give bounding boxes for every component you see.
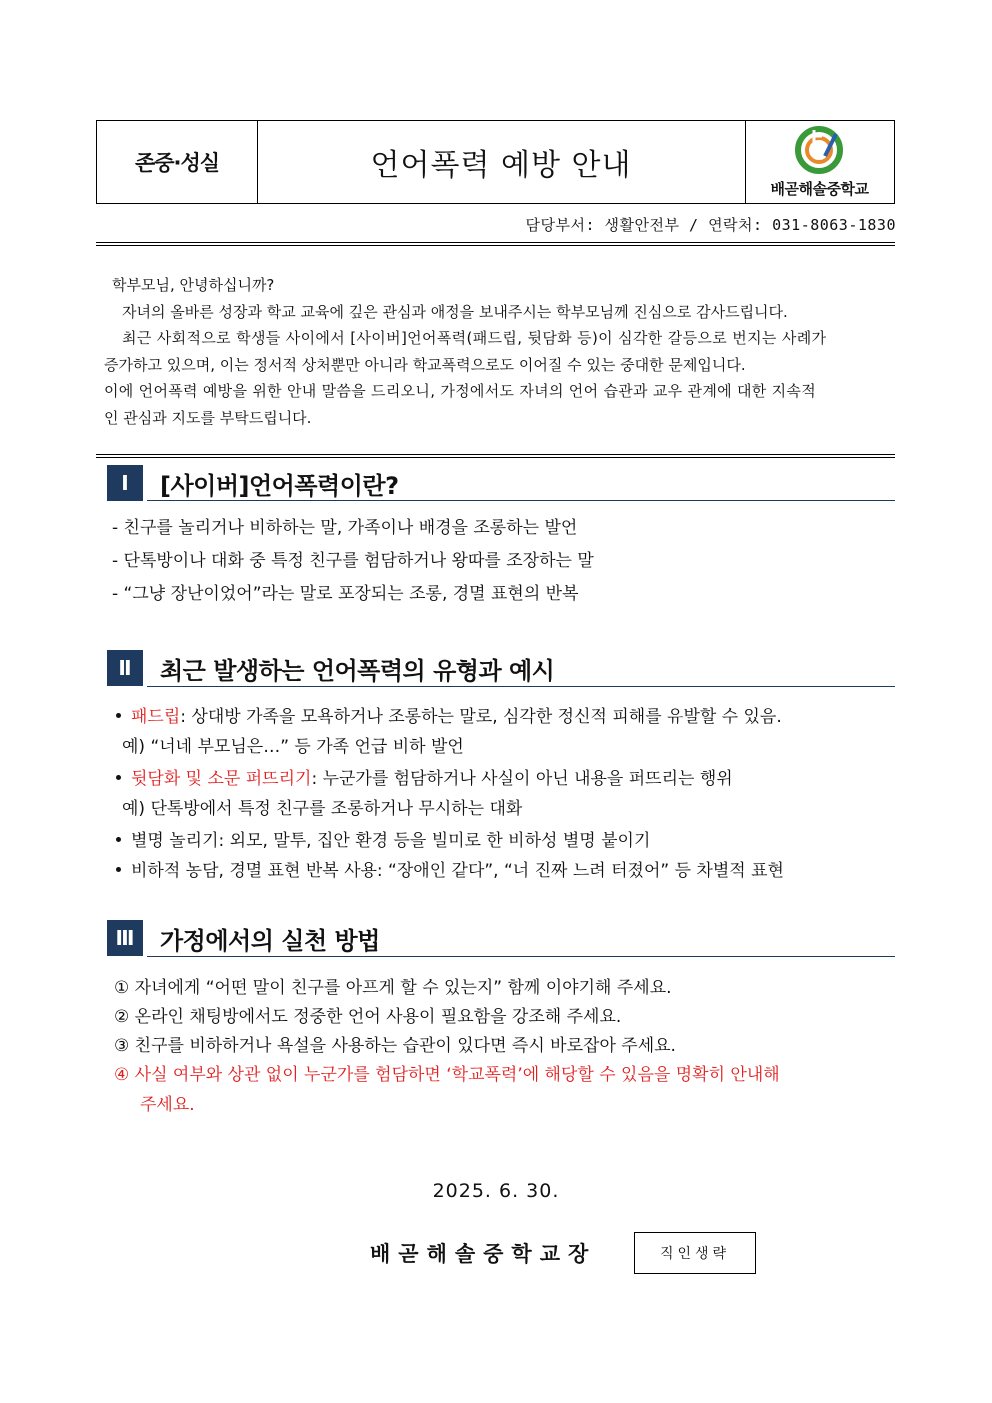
bullet-icon xyxy=(116,775,121,780)
list-item: ④ 사실 여부와 상관 없이 누군가를 험담하면 ‘학교폭력’에 해당할 수 있음을 명확히 안내해 xyxy=(114,1065,780,1085)
list-item xyxy=(116,702,782,727)
contact-info: 담당부서: 생활안전부 / 연락처: 031-8063-1830 xyxy=(525,216,896,234)
school-logo-text: 배곧해솔중학교 xyxy=(770,179,869,198)
list-item-continued: 주세요. xyxy=(140,1095,195,1115)
term: 패드립 xyxy=(131,707,181,727)
principal-signature: 배곧해솔중학교장 xyxy=(370,1242,597,1266)
section-number: Ⅲ xyxy=(107,920,143,956)
school-emblem-icon xyxy=(792,126,848,176)
intro-text xyxy=(104,272,894,431)
list-item: ① 자녀에게 “어떤 말이 친구를 아프게 할 수 있는지” 함께 이야기해 주세요. xyxy=(114,978,672,998)
intro-line: 인 관심과 지도를 부탁드립니다. xyxy=(104,408,312,427)
list-item xyxy=(116,826,650,851)
section-underline xyxy=(147,956,895,957)
intro-line: 이에 언어폭력 예방을 위한 안내 말씀을 드리오니, 가정에서도 자녀의 언어 습관과 교우 관계에 대한 지속적 xyxy=(104,382,816,400)
list-item: - 친구를 놀리거나 비하하는 말, 가족이나 배경을 조롱하는 발언 xyxy=(112,518,578,538)
example-text: 예) “너네 부모님은…” 등 가족 언급 비하 발언 xyxy=(122,737,464,757)
term-description: : 누군가를 험담하거나 사실이 아닌 내용을 퍼뜨리는 행위 xyxy=(311,769,733,789)
divider xyxy=(96,242,895,246)
list-item xyxy=(116,856,784,881)
document-date: 2025. 6. 30. xyxy=(432,1180,560,1202)
header-table xyxy=(96,120,895,204)
school-logo xyxy=(745,121,894,203)
list-item: - “그냥 장난이었어”라는 말로 포장되는 조롱, 경멸 표현의 반복 xyxy=(112,584,579,604)
term: 뒷담화 및 소문 퍼뜨리기 xyxy=(131,769,312,789)
intro-line: 자녀의 올바른 성장과 학교 교육에 깊은 관심과 애정을 보내주시는 학부모님께 진심으로 감사드립니다. xyxy=(122,302,788,321)
section-underline xyxy=(147,686,895,687)
list-item xyxy=(116,764,733,789)
section-title: 가정에서의 실천 방법 xyxy=(160,927,380,955)
list-item: ② 온라인 채팅방에서도 정중한 언어 사용이 필요함을 강조해 주세요. xyxy=(114,1007,622,1027)
term-description: 비하적 농담, 경멸 표현 반복 사용: “장애인 같다”, “너 진짜 느려 터졌어” 등 차별적 표현 xyxy=(131,861,784,881)
bullet-icon xyxy=(116,867,121,872)
list-item: - 단톡방이나 대화 중 특정 친구를 험담하거나 왕따를 조장하는 말 xyxy=(112,551,594,571)
section-number: Ⅱ xyxy=(107,650,143,686)
term-description: : 상대방 가족을 모욕하거나 조롱하는 말로, 심각한 정신적 피해를 유발할 수 있음. xyxy=(180,707,782,727)
bullet-icon xyxy=(116,837,121,842)
divider xyxy=(96,454,895,458)
official-seal-omitted: 직인생략 xyxy=(634,1232,756,1274)
example-text: 예) 단톡방에서 특정 친구를 조롱하거나 무시하는 대화 xyxy=(122,799,523,819)
intro-line: 증가하고 있으며, 이는 정서적 상처뿐만 아니라 학교폭력으로도 이어질 수 있는 중대한 문제입니다. xyxy=(104,355,746,374)
section-underline xyxy=(147,500,895,501)
bullet-icon xyxy=(116,713,121,718)
section-title: [사이버]언어폭력이란? xyxy=(160,472,399,500)
school-motto: 존중·성실 xyxy=(97,121,258,203)
intro-line: 최근 사회적으로 학생들 사이에서 [사이버]언어폭력(패드립, 뒷담화 등)이 심각한 갈등으로 번지는 사례가 xyxy=(122,329,827,347)
term-description: 별명 놀리기: 외모, 말투, 집안 환경 등을 빌미로 한 비하성 별명 붙이기 xyxy=(131,831,651,851)
document-title: 언어폭력 예방 안내 xyxy=(257,121,746,203)
list-item: ③ 친구를 비하하거나 욕설을 사용하는 습관이 있다면 즉시 바로잡아 주세요. xyxy=(114,1036,676,1056)
intro-line: 학부모님, 안녕하십니까? xyxy=(112,276,275,294)
section-number: Ⅰ xyxy=(107,465,143,501)
section-title: 최근 발생하는 언어폭력의 유형과 예시 xyxy=(160,657,555,685)
